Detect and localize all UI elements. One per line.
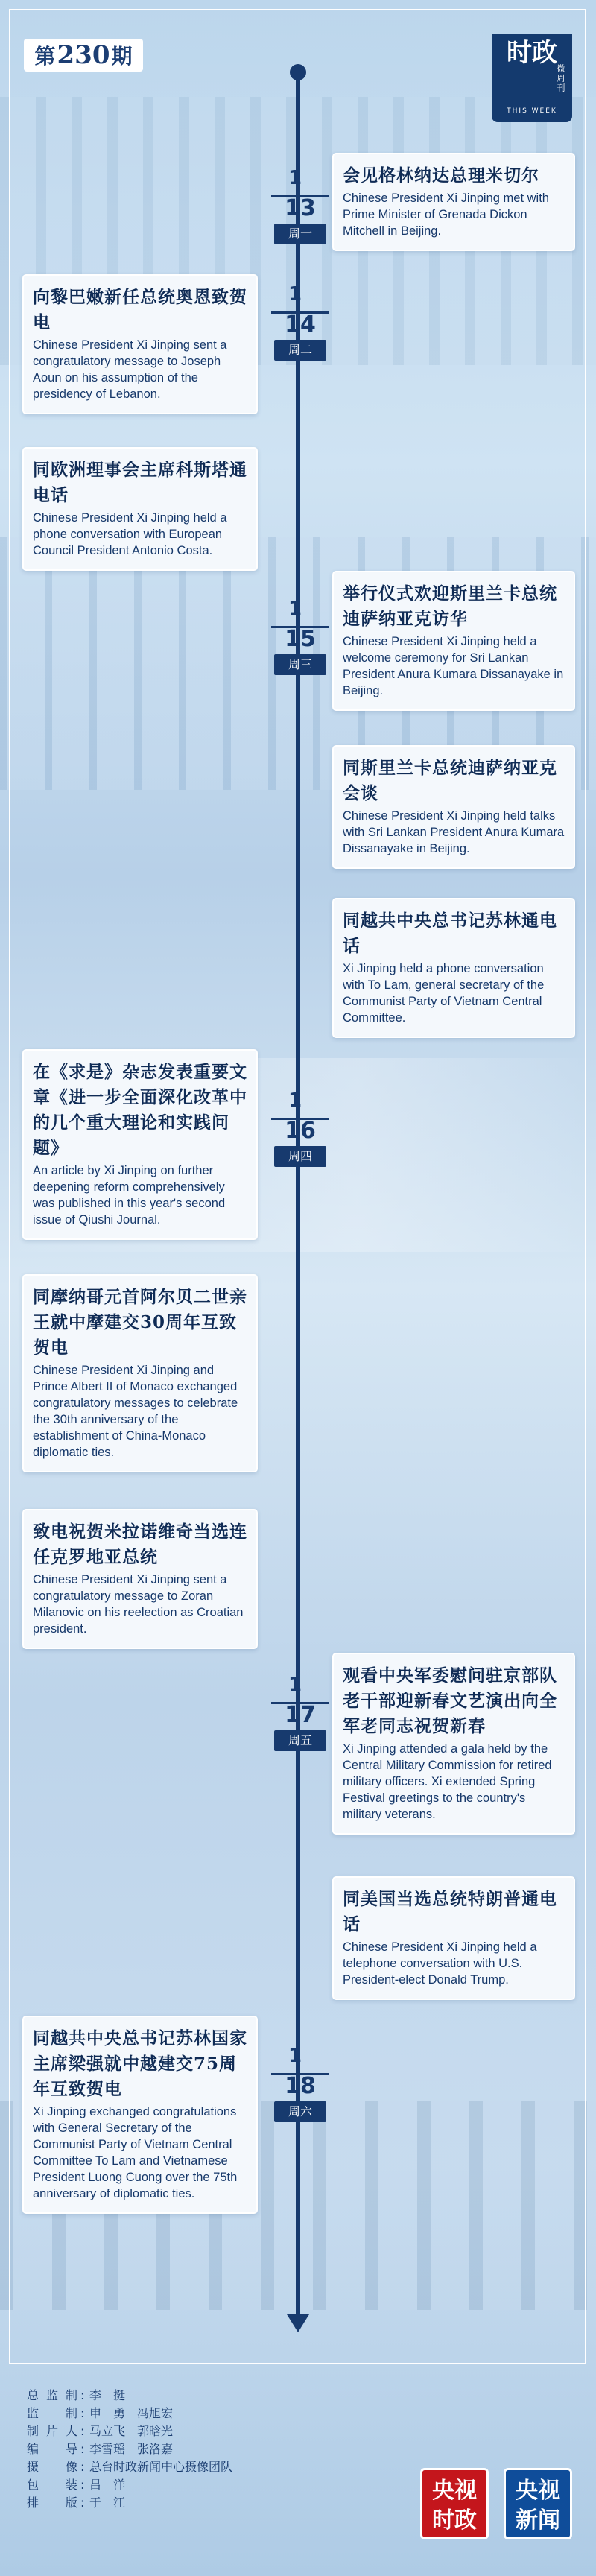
logo-sub: THIS WEEK — [507, 107, 557, 115]
date-day: 13 — [285, 195, 316, 221]
logo-side: 微周刊 — [556, 64, 565, 93]
date-month: 1 — [288, 2045, 302, 2067]
event-desc-en: Chinese President Xi Jinping held talks with Sri Lankan President Anura Kumara Dissanayake in Beijing. — [343, 809, 565, 855]
date-day: 17 — [285, 1702, 316, 1728]
date-weekday: 周二 — [274, 340, 326, 361]
event-title-cn: 观看中央军委慰问驻京部队老干部迎新春文艺演出向全军老同志祝贺新春 — [343, 1665, 557, 1736]
date-month: 1 — [288, 598, 302, 620]
event-card — [332, 1876, 575, 2000]
credit-names: 李 挺 — [89, 2388, 126, 2402]
event-card — [332, 898, 575, 1038]
event-title-cn: 会见格林纳达总理米切尔 — [343, 165, 539, 186]
badge-line1: 央视 — [432, 2478, 477, 2504]
weekly-logo — [492, 34, 572, 122]
date-month: 1 — [288, 1089, 302, 1112]
credit-role: 摄 像 — [27, 2460, 77, 2474]
date-month: 1 — [288, 283, 302, 306]
credit-role: 排 版 — [27, 2496, 77, 2510]
event-card — [332, 571, 575, 711]
cctv-news-badge — [504, 2468, 572, 2539]
credit-role: 包 装 — [27, 2478, 77, 2492]
date-day: 18 — [285, 2073, 316, 2099]
timeline-axis — [296, 72, 300, 2318]
event-title-cn: 同欧洲理事会主席科斯塔通电话 — [33, 460, 247, 505]
event-title-cn: 致电祝贺米拉诺维奇当选连任克罗地亚总统 — [33, 1522, 247, 1567]
date-day: 14 — [285, 311, 316, 338]
event-desc-en: Chinese President Xi Jinping held a telephone conversation with U.S. President-elect Donald Trump. — [343, 1940, 537, 1987]
event-desc-en: Chinese President Xi Jinping and Prince Albert II of Monaco exchanged congratulatory messages to celebrate the 30th anniversary of the establishment of China-Monaco diplomatic ties. — [33, 1364, 238, 1459]
event-desc-en: Xi Jinping held a phone conversation with To Lam, general secretary of the Communist Party of Vietnam Central Committee. — [343, 962, 545, 1025]
event-card — [22, 1274, 258, 1472]
event-desc-en: Chinese President Xi Jinping sent a congratulatory message to Joseph Aoun on his assumption of the presidency of Lebanon. — [33, 338, 227, 401]
event-title-cn: 向黎巴嫩新任总统奥恩致贺电 — [33, 287, 247, 332]
event-desc-en: Xi Jinping exchanged congratulations with General Secretary of the Communist Party of Vietnam Central Committee To Lam and Vietnamese President Luong Cuong over the 75th anniversary of diplomatic ties. — [33, 2105, 238, 2200]
credit-row: 监 制 : 申 勇 冯旭宏 — [27, 2405, 414, 2422]
logo-main: 时政 — [507, 38, 557, 68]
event-card — [22, 274, 258, 414]
date-marker — [278, 165, 323, 241]
date-weekday: 周六 — [274, 2101, 326, 2122]
date-weekday: 周四 — [274, 1146, 326, 1167]
credit-names: 总台时政新闻中心摄像团队 — [89, 2460, 233, 2474]
event-title-cn: 同斯里兰卡总统迪萨纳亚克会谈 — [343, 758, 557, 803]
issue-label — [24, 39, 143, 72]
date-marker — [278, 596, 323, 671]
credit-row: 排 版 : 于 江 — [27, 2494, 414, 2512]
event-card — [22, 2016, 258, 2214]
credit-role: 制片人 — [27, 2424, 77, 2438]
event-desc-en: Chinese President Xi Jinping met with Prime Minister of Grenada Dickon Mitchell in Beijing. — [343, 192, 549, 238]
issue-number: 230 — [57, 40, 110, 70]
cctv-politics-badge — [420, 2468, 489, 2539]
event-card — [22, 447, 258, 571]
event-card — [332, 153, 575, 251]
date-marker — [278, 1672, 323, 1747]
credit-role: 总监制 — [27, 2388, 77, 2402]
event-desc-en: Chinese President Xi Jinping held a phone conversation with European Council President Antonio Costa. — [33, 511, 227, 557]
issue-suffix: 期 — [111, 44, 133, 69]
credit-names: 吕 洋 — [89, 2478, 126, 2492]
credit-row: 摄 像 : 总台时政新闻中心摄像团队 — [27, 2458, 414, 2476]
timeline-start-dot — [290, 64, 306, 80]
date-day: 15 — [285, 626, 316, 652]
event-title-cn: 同越共中央总书记苏林国家主席梁强就中越建交75周年互致贺电 — [33, 2028, 247, 2099]
credit-names: 申 勇 冯旭宏 — [89, 2406, 174, 2420]
timeline-arrow-icon — [287, 2314, 309, 2332]
issue-prefix: 第 — [34, 44, 56, 69]
event-card — [22, 1049, 258, 1240]
event-title-cn: 举行仪式欢迎斯里兰卡总统迪萨纳亚克访华 — [343, 583, 557, 629]
date-day: 16 — [285, 1118, 316, 1144]
credit-row: 总监制 : 李 挺 — [27, 2387, 414, 2405]
event-title-cn: 同越共中央总书记苏林通电话 — [343, 911, 557, 956]
credit-names: 于 江 — [89, 2496, 126, 2510]
event-title-cn: 同美国当选总统特朗普通电话 — [343, 1889, 557, 1934]
credits — [27, 2387, 414, 2512]
badge-line1: 央视 — [516, 2478, 560, 2504]
credit-names: 马立飞 郭晗光 — [89, 2424, 174, 2438]
credit-role: 编 导 — [27, 2442, 77, 2456]
date-month: 1 — [288, 167, 302, 189]
date-weekday: 周一 — [274, 224, 326, 244]
event-card — [332, 1653, 575, 1835]
credit-row: 编 导 : 李雪瑶 张洛嘉 — [27, 2440, 414, 2458]
event-desc-en: Chinese President Xi Jinping held a welcome ceremony for Sri Lankan President Anura Kumara Dissanayake in Beijing. — [343, 635, 564, 697]
date-marker — [278, 282, 323, 357]
date-marker — [278, 2043, 323, 2118]
event-card — [22, 1509, 258, 1649]
date-weekday: 周五 — [274, 1730, 326, 1751]
event-desc-en: Chinese President Xi Jinping sent a congratulatory message to Zoran Milanovic on his reelection as Croatian president. — [33, 1573, 244, 1636]
event-title-cn: 同摩纳哥元首阿尔贝二世亲王就中摩建交30周年互致贺电 — [33, 1287, 247, 1358]
credit-role: 监 制 — [27, 2406, 77, 2420]
event-card — [332, 745, 575, 869]
event-title-cn: 在《求是》杂志发表重要文章《进一步全面深化改革中的几个重大理论和实践问题》 — [33, 1062, 247, 1158]
credit-names: 李雪瑶 张洛嘉 — [89, 2442, 174, 2456]
credit-row: 包 装 : 吕 洋 — [27, 2476, 414, 2494]
badge-line2: 时政 — [432, 2507, 477, 2534]
badge-line2: 新闻 — [516, 2507, 560, 2534]
credit-row: 制片人 : 马立飞 郭晗光 — [27, 2422, 414, 2440]
event-desc-en: An article by Xi Jinping on further deepening reform comprehensively was published in this year's second issue of Qiushi Journal. — [33, 1164, 226, 1227]
date-weekday: 周三 — [274, 654, 326, 675]
date-marker — [278, 1088, 323, 1163]
date-month: 1 — [288, 1674, 302, 1696]
event-desc-en: Xi Jinping attended a gala held by the Central Military Commission for retired military officers. Xi extended Spring Festival greetings to the country's military veterans. — [343, 1742, 552, 1821]
